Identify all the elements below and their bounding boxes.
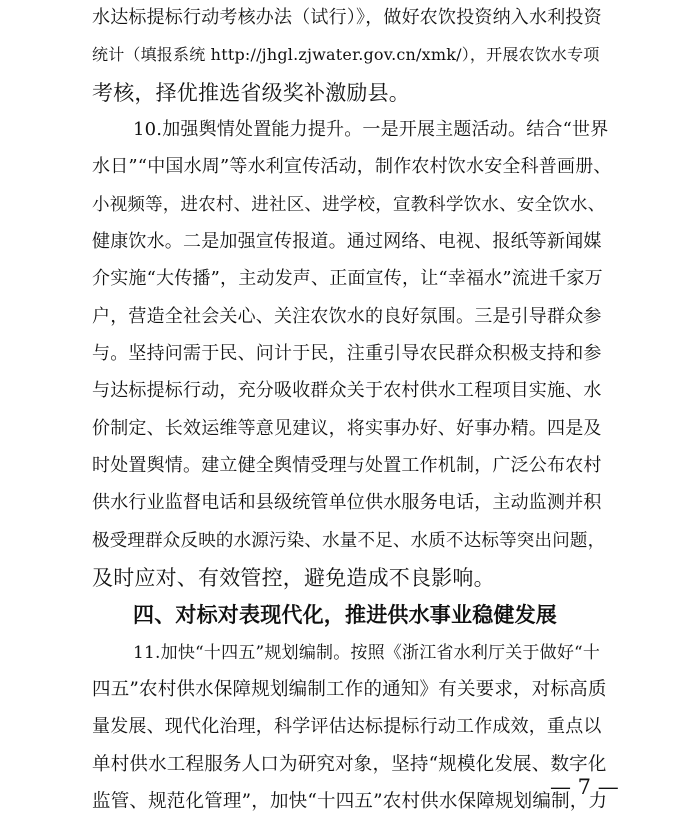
body-text-line: 量发展、现代化治理，科学评估达标提标行动工作成效，重点以	[92, 716, 602, 737]
body-text-line: 供水行业监督电话和县级统管单位供水服务电话，主动监测并积	[92, 492, 602, 513]
section-heading: 四、对标对表现代化，推进供水事业稳健发展	[133, 603, 557, 627]
body-text-line: 统计（填报系统 http://jhgl.zjwater.gov.cn/xmk/），开展农饮水专项	[92, 45, 600, 64]
body-text-line: 与。坚持问需于民、问计于民，注重引导农民群众积极支持和参	[92, 343, 602, 364]
body-text-line: 与达标提标行动，充分吸收群众关于农村供水工程项目实施、水	[92, 380, 602, 401]
body-text-line: 时处置舆情。建立健全舆情受理与处置工作机制，广泛公布农村	[92, 455, 602, 476]
body-text-line: 健康饮水。二是加强宣传报道。通过网络、电视、报纸等新闻媒	[92, 231, 602, 252]
body-text-line: 水达标提标行动考核办法（试行）》，做好农饮投资纳入水利投资	[92, 7, 602, 28]
body-text-line: 小视频等，进农村、进社区、进学校，宣教科学饮水、安全饮水、	[92, 195, 606, 215]
body-text-line: 介实施“大传播”，主动发声、正面宣传，让“幸福水”流进千家万	[92, 268, 603, 289]
body-text-line: 单村供水工程服务人口为研究对象，坚持“规模化发展、数字化	[92, 754, 607, 775]
body-text-line: 水日”“中国水周”等水利宣传活动，制作农村饮水安全科普画册、	[92, 156, 612, 177]
body-text-line: 监管、规范化管理”，加快“十四五”农村供水保障规划编制，力	[92, 791, 608, 812]
body-text-line: 户，营造全社会关心、关注农饮水的良好氛围。三是引导群众参	[92, 306, 602, 327]
body-text-line: 及时应对、有效管控，避免造成不良影响。	[92, 566, 495, 590]
paragraph-11-first-line: 11.加快“十四五”规划编制。按照《浙江省水利厅关于做好“十	[133, 643, 601, 663]
page-number: — 7 —	[550, 775, 619, 799]
body-text-line: 价制定、长效运维等意见建议，将实事办好、好事办精。四是及	[92, 418, 602, 439]
body-text-line: 四五”农村供水保障规划编制工作的通知》有关要求，对标高质	[92, 679, 607, 700]
paragraph-10-first-line: 10.加强舆情处置能力提升。一是开展主题活动。结合“世界	[133, 119, 609, 140]
body-text-line: 考核，择优推选省级奖补激励县。	[92, 81, 410, 105]
body-text-line: 极受理群众反映的水源污染、水量不足、水质不达标等突出问题，	[92, 531, 606, 551]
